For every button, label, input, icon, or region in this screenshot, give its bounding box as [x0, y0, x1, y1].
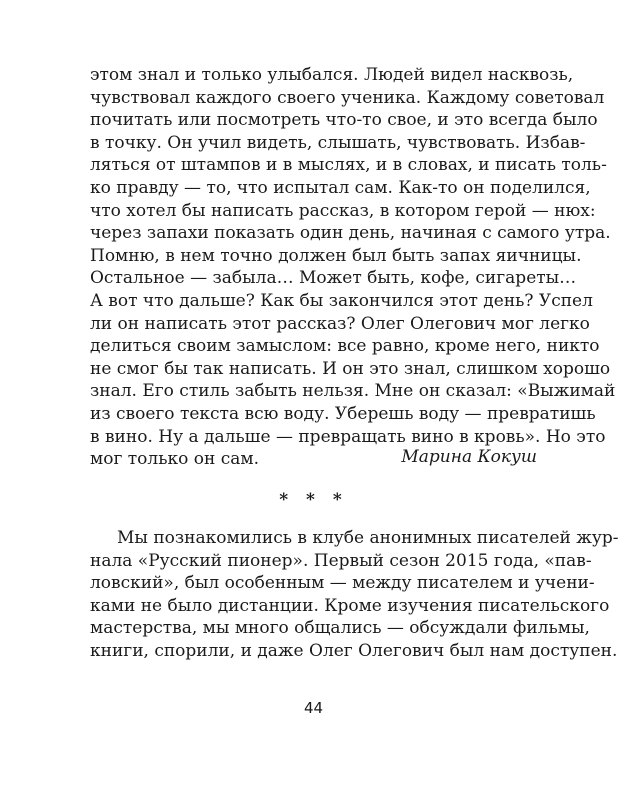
text-line: Помню, в нем точно должен был быть запах яичницы.	[90, 245, 582, 266]
text-line: нала «Русский пионер». Первый сезон 2015 года, «пав-	[90, 550, 592, 571]
text-line: в точку. Он учил видеть, слышать, чувствовать. Избав-	[90, 132, 586, 153]
text-line: через запахи показать один день, начиная с самого утра.	[90, 223, 611, 244]
text-line: чувствовал каждого своего ученика. Каждому советовал	[90, 87, 605, 108]
section-separator: * * *	[279, 490, 348, 510]
text-line: ловский», был особенным — между писателем и учени-	[90, 573, 595, 594]
text-line: Остальное — забыла… Может быть, кофе, сигареты…	[90, 268, 577, 289]
text-line: мог только он сам.	[90, 449, 259, 470]
text-line: из своего текста всю воду. Уберешь воду — превратишь	[90, 404, 596, 424]
text-line: ко правду — то, что испытал сам. Как-то он поделился,	[90, 178, 591, 198]
text-line: почитать или посмотреть что-то свое, и это всегда было	[90, 110, 598, 131]
text-line: что хотел бы написать рассказ, в котором герой — нюх:	[90, 200, 596, 221]
text-line: ками не было дистанции. Кроме изучения писательского	[90, 595, 610, 616]
text-line: в вино. Ну а дальше — превращать вино в кровь». Но это	[90, 426, 606, 447]
text-line: не смог бы так написать. И он это знал, слишком хорошо	[90, 358, 611, 379]
text-line: мастерства, мы много общались — обсуждали фильмы,	[90, 618, 590, 639]
text-line: этом знал и только улыбался. Людей видел насквозь,	[90, 65, 574, 85]
text-line: Мы познакомились в клубе анонимных писателей жур-	[117, 528, 619, 548]
text-line: делиться своим замыслом: все равно, кроме него, никто	[90, 336, 600, 357]
text-line: ляться от штампов и в мыслях, и в словах, и писать толь-	[90, 155, 607, 176]
text-line: А вот что дальше? Как бы закончился этот день? Успел	[90, 291, 593, 311]
text-line: книги, спорили, и даже Олег Олегович был нам доступен.	[90, 641, 618, 661]
text-line: ли он написать этот рассказ? Олег Олегович мог легко	[90, 313, 590, 334]
page-number: 44	[303, 699, 324, 717]
text-line: знал. Его стиль забыть нельзя. Мне он сказал: «Выжимай	[90, 381, 616, 402]
author-signature: Марина Кокуш	[401, 447, 537, 467]
